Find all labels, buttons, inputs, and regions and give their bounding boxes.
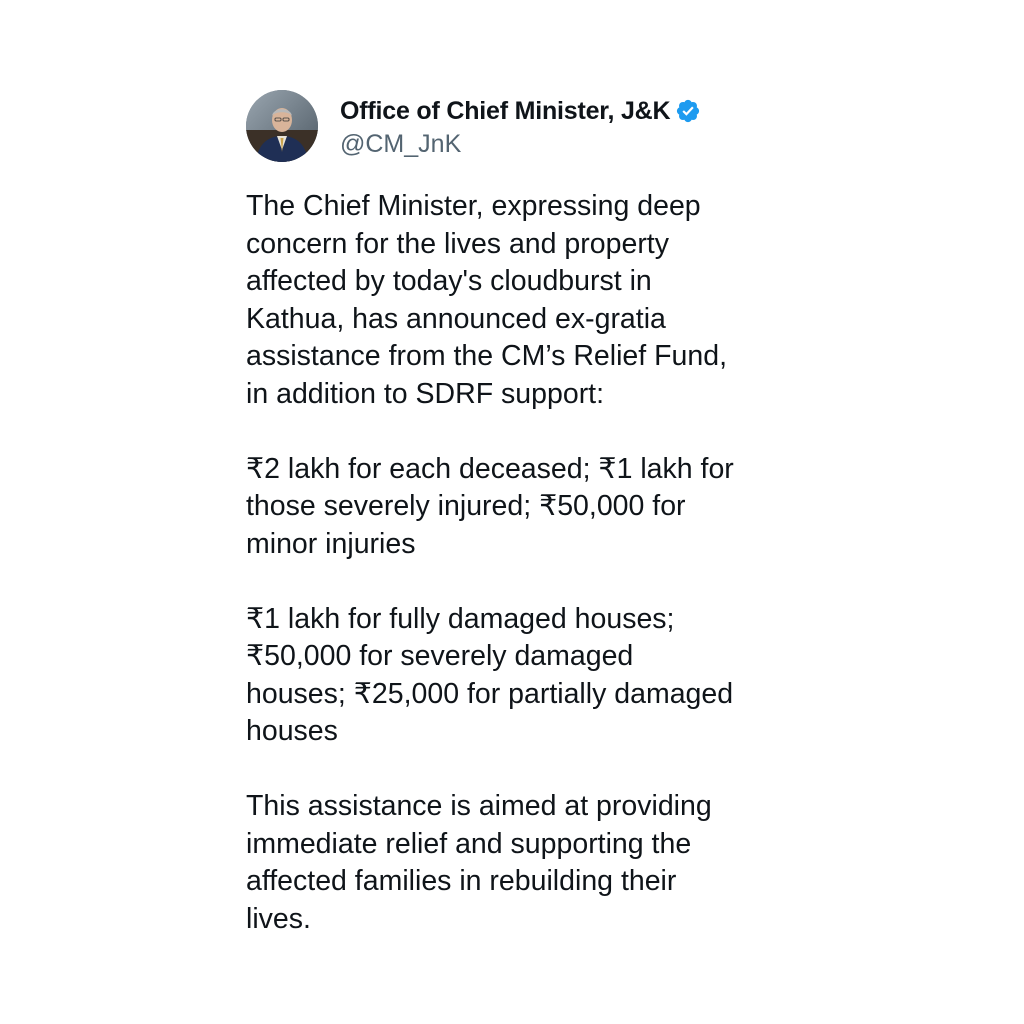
avatar[interactable] — [246, 90, 318, 162]
display-name-row — [340, 94, 701, 128]
profile-photo-icon — [246, 90, 318, 162]
tweet-paragraph: The Chief Minister, expressing deep concern for the lives and property affected by today's cloudburst in Kathua, has announced ex-gratia assistance from the CM’s Relief Fund, in addition to SDRF support: — [246, 190, 727, 410]
tweet-paragraph: ₹1 lakh for fully damaged houses; ₹50,000 for severely damaged houses; ₹25,000 for partially damaged houses — [246, 602, 734, 747]
account-names — [340, 94, 701, 159]
account-handle[interactable]: @CM_JnK — [340, 130, 462, 158]
display-name[interactable]: Office of Chief Minister, J&K — [340, 96, 671, 125]
verified-badge-icon — [675, 98, 701, 124]
tweet-header — [246, 90, 806, 170]
tweet-paragraph: This assistance is aimed at providing immediate relief and supporting the affected families in rebuilding their lives. — [246, 790, 712, 935]
tweet-paragraph: ₹2 lakh for each deceased; ₹1 lakh for those severely injured; ₹50,000 for minor injuries — [246, 452, 734, 560]
tweet-card — [246, 90, 806, 938]
tweet-text — [246, 188, 806, 938]
